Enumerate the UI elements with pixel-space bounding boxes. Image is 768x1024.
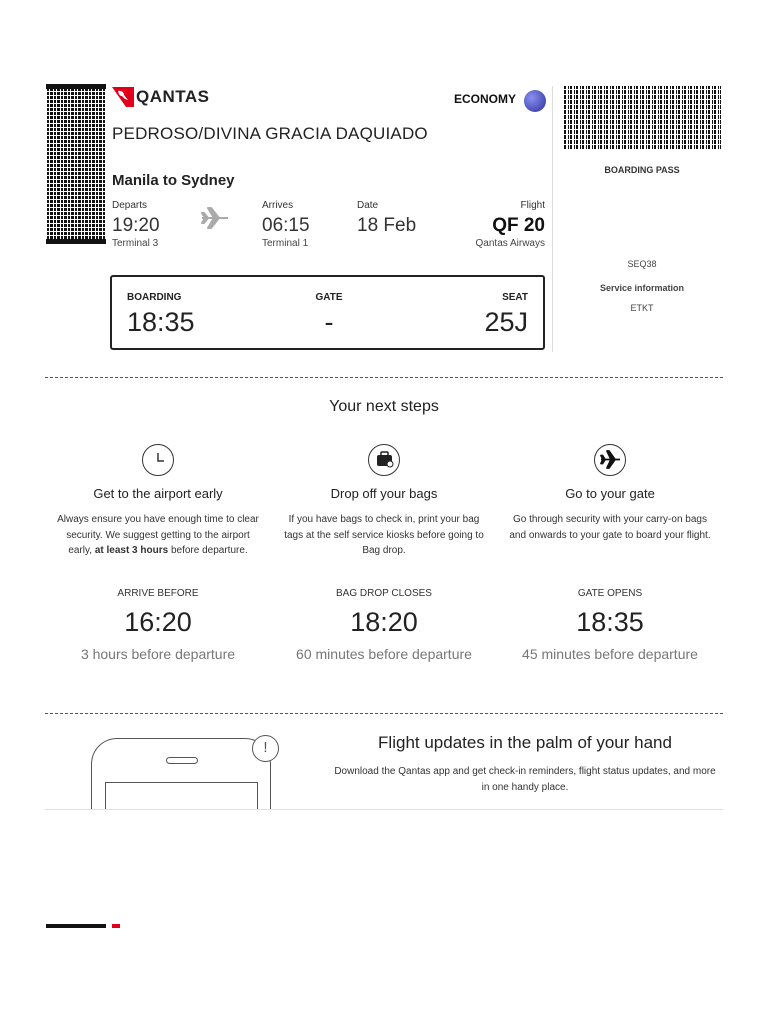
step-description: Go through security with your carry-on bags and onwards to your gate to board your flight.	[509, 514, 711, 541]
passenger-name: PEDROSO/DIVINA GRACIA DAQUIADO	[112, 124, 428, 143]
date-label: Date	[357, 200, 379, 211]
boarding-time: 18:35	[127, 307, 195, 337]
barcode-left	[46, 84, 106, 244]
step-description: Always ensure you have enough time to clear security. We suggest getting to the airport early, at least 3 hours before departure.	[57, 514, 259, 556]
departs-time: 19:20	[112, 215, 160, 236]
seat-label: SEAT	[502, 292, 528, 303]
step-time: 16:20	[124, 607, 192, 637]
next-steps-title: Your next steps	[329, 398, 439, 415]
stub-title: BOARDING PASS	[604, 165, 680, 175]
flight-date: 18 Feb	[357, 215, 417, 236]
clock-icon	[142, 444, 174, 476]
step-note: 3 hours before departure	[80, 646, 236, 662]
departs-label: Departs	[112, 200, 148, 211]
logo-wordmark: QANTAS	[136, 87, 210, 106]
step-description: If you have bags to check in, print your bag tags at the self service kiosks before going to Bag drop.	[284, 514, 484, 556]
step-time: 18:35	[576, 607, 644, 637]
flight-label: Flight	[520, 200, 545, 211]
gate-value: -	[324, 307, 334, 337]
stub-sequence: SEQ38	[627, 259, 657, 269]
step-note: 45 minutes before departure	[522, 646, 698, 662]
step-note: 60 minutes before departure	[296, 646, 472, 662]
qantas-logo	[112, 86, 210, 108]
seat-value: 25J	[484, 307, 528, 337]
stub-divider	[552, 86, 553, 352]
boarding-info-box	[110, 275, 545, 350]
service-info-label: Service information	[599, 283, 685, 293]
step-title: Get to the airport early	[93, 486, 223, 501]
next-page-barcode-edge	[46, 924, 106, 928]
step-label: BAG DROP CLOSES	[336, 588, 432, 599]
page-break-rule	[45, 809, 723, 810]
step-title: Drop off your bags	[330, 486, 438, 501]
alert-icon: !	[252, 735, 279, 762]
arrives-terminal: Terminal 1	[262, 238, 309, 249]
oneworld-badge-icon	[524, 90, 546, 112]
flight-number: QF 20	[492, 215, 545, 236]
cabin-class: ECONOMY	[453, 92, 516, 106]
promo-description: Download the Qantas app and get check-in reminders, flight status updates, and more in one handy place.	[334, 766, 716, 793]
next-page-logo-edge	[112, 924, 120, 928]
step-label: GATE OPENS	[577, 588, 643, 599]
phone-speaker	[166, 757, 198, 764]
plane-icon	[200, 205, 230, 231]
promo-title: Flight updates in the palm of your hand	[378, 733, 672, 752]
departs-terminal: Terminal 3	[112, 238, 159, 249]
step-title: Go to your gate	[565, 486, 655, 501]
kangaroo-logo-icon	[112, 87, 134, 107]
barcode-right	[563, 86, 721, 150]
boarding-label: BOARDING	[127, 292, 182, 303]
page-fold	[0, 809, 768, 839]
step-label: ARRIVE BEFORE	[117, 588, 199, 599]
step-time: 18:20	[350, 607, 418, 637]
flight-route: Manila to Sydney	[112, 172, 235, 189]
plane-icon	[594, 444, 626, 476]
arrives-label: Arrives	[262, 200, 294, 211]
service-info-value: ETKT	[630, 303, 654, 313]
perforation-divider	[45, 377, 723, 378]
bag-icon	[368, 444, 400, 476]
gate-label: GATE	[315, 292, 343, 303]
section-divider	[45, 713, 723, 714]
arrives-time: 06:15	[262, 215, 310, 236]
carrier-name: Qantas Airways	[475, 238, 545, 249]
